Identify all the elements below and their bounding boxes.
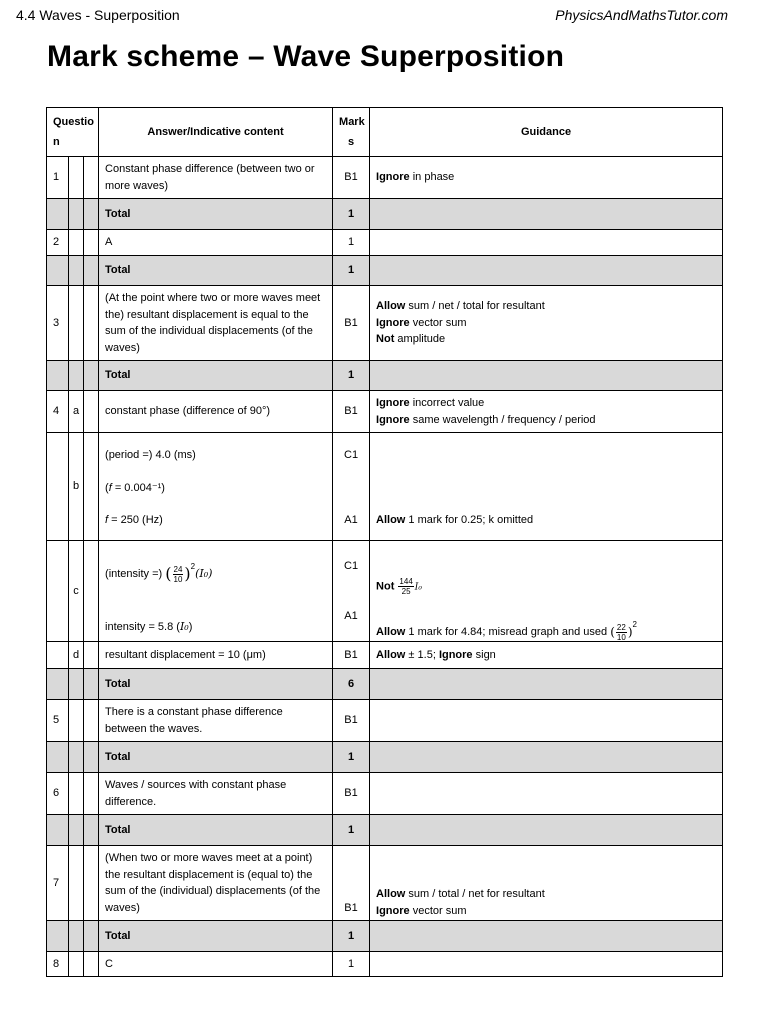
table-row xyxy=(47,773,723,815)
mark-cell: B1 xyxy=(333,700,370,742)
table-row xyxy=(47,952,723,977)
mark-cell: B1 xyxy=(333,846,370,921)
question-number: 5 xyxy=(47,700,69,742)
mark-cell: B1 xyxy=(333,642,370,669)
question-number: 3 xyxy=(47,286,69,361)
total-label: Total xyxy=(99,256,333,286)
guidance-cell xyxy=(370,230,723,256)
question-column-header: Questio n xyxy=(47,108,99,157)
table-row xyxy=(47,541,723,642)
total-label: Total xyxy=(99,742,333,773)
table-row xyxy=(47,700,723,742)
total-row xyxy=(47,256,723,286)
answer-cell: resultant displacement = 10 (μm) xyxy=(99,642,333,669)
mark-cell: 1 xyxy=(333,952,370,977)
header-row xyxy=(47,108,723,157)
total-mark: 1 xyxy=(333,361,370,391)
marks-column-header: Mark s xyxy=(333,108,370,157)
question-number: 4 xyxy=(47,391,69,433)
answer-cell: Constant phase difference (between two or more waves) xyxy=(99,157,333,199)
guidance-cell xyxy=(370,952,723,977)
answer-cell: (At the point where two or more waves meet the) resultant displacement is equal to the sum of the individual displacements (of the waves) xyxy=(99,286,333,361)
answer-cell: There is a constant phase difference between the waves. xyxy=(99,700,333,742)
mark-cell: 1 xyxy=(333,230,370,256)
guidance-cell: Allow sum / total / net for resultant Ignore vector sum xyxy=(370,846,723,921)
site-name: PhysicsAndMathsTutor.com xyxy=(555,7,728,23)
mark-cell: B1 xyxy=(333,286,370,361)
question-number: 6 xyxy=(47,773,69,815)
table-row xyxy=(47,230,723,256)
answer-cell: Waves / sources with constant phase difference. xyxy=(99,773,333,815)
question-part: c xyxy=(69,541,84,642)
guidance-cell xyxy=(370,773,723,815)
guidance-cell: Ignore incorrect value Ignore same wavelength / frequency / period xyxy=(370,391,723,433)
table-row xyxy=(47,846,723,921)
table-row xyxy=(47,286,723,361)
total-row xyxy=(47,669,723,700)
guidance-column-header: Guidance xyxy=(370,108,723,157)
total-mark: 1 xyxy=(333,199,370,230)
total-mark: 1 xyxy=(333,815,370,846)
mark-scheme-table xyxy=(46,107,723,977)
question-part: d xyxy=(69,642,84,669)
mark-cell: B1 xyxy=(333,773,370,815)
guidance-cell: Not $\frac{144}{25}$ I₀ Allow 1 mark for 4.84; misread graph and used ( $\frac{22}{10}$ )$^2$ xyxy=(370,541,723,642)
total-mark: 6 xyxy=(333,669,370,700)
answer-cell: (intensity =) ( $\frac{24}{10}$ )$^2$(I₀) intensity = 5.8 (I₀) xyxy=(99,541,333,642)
total-label: Total xyxy=(99,199,333,230)
question-number: 2 xyxy=(47,230,69,256)
question-part: b xyxy=(69,433,84,541)
table-row xyxy=(47,157,723,199)
guidance-cell xyxy=(370,700,723,742)
question-part: a xyxy=(69,391,84,433)
page-title: Mark scheme – Wave Superposition xyxy=(47,40,565,73)
answer-column-header: Answer/Indicative content xyxy=(99,108,333,157)
total-row xyxy=(47,921,723,952)
answer-cell: constant phase (difference of 90°) xyxy=(99,391,333,433)
total-row xyxy=(47,199,723,230)
total-mark: 1 xyxy=(333,921,370,952)
total-label: Total xyxy=(99,361,333,391)
mark-cell: B1 xyxy=(333,391,370,433)
total-mark: 1 xyxy=(333,742,370,773)
guidance-cell: Allow ± 1.5; Ignore sign xyxy=(370,642,723,669)
total-row xyxy=(47,742,723,773)
mark-cell: C1 A1 xyxy=(333,541,370,642)
total-label: Total xyxy=(99,669,333,700)
table-row xyxy=(47,391,723,433)
total-row xyxy=(47,361,723,391)
question-number: 1 xyxy=(47,157,69,199)
answer-cell: A xyxy=(99,230,333,256)
question-number: 8 xyxy=(47,952,69,977)
question-number: 7 xyxy=(47,846,69,921)
mark-cell: C1 A1 xyxy=(333,433,370,541)
total-label: Total xyxy=(99,815,333,846)
guidance-cell: Ignore in phase xyxy=(370,157,723,199)
answer-cell: (When two or more waves meet at a point) the resultant displacement is (equal to) the sum of the (individual) displacements (of the waves) xyxy=(99,846,333,921)
total-row xyxy=(47,815,723,846)
answer-cell: C xyxy=(99,952,333,977)
answer-cell: (period =) 4.0 (ms) (f = 0.004⁻¹) f = 250 (Hz) xyxy=(99,433,333,541)
total-label: Total xyxy=(99,921,333,952)
total-mark: 1 xyxy=(333,256,370,286)
topic-header: 4.4 Waves - Superposition xyxy=(16,7,180,23)
guidance-cell: Allow 1 mark for 0.25; k omitted xyxy=(370,433,723,541)
table-row xyxy=(47,433,723,541)
guidance-cell: Allow sum / net / total for resultant Ignore vector sum Not amplitude xyxy=(370,286,723,361)
mark-cell: B1 xyxy=(333,157,370,199)
table-row xyxy=(47,642,723,669)
